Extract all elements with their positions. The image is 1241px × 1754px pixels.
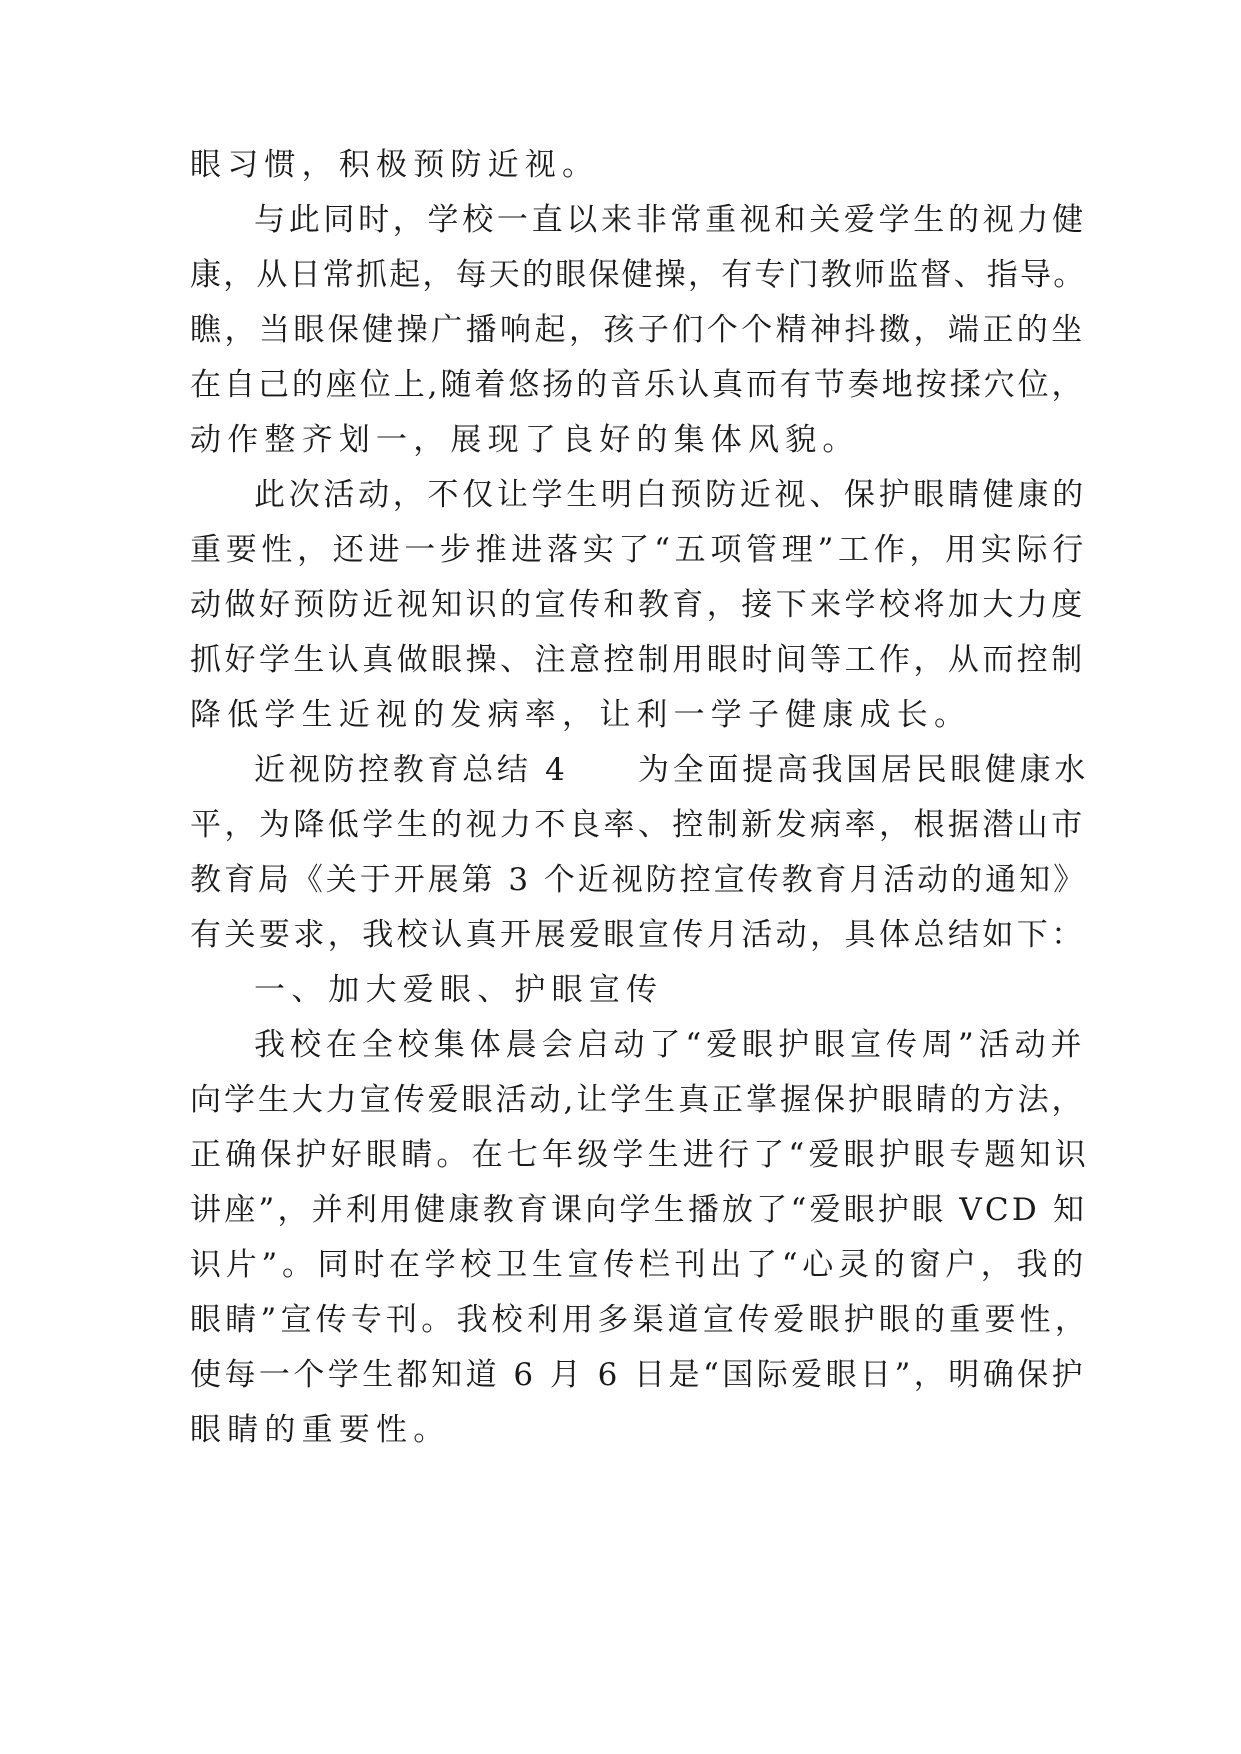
text-line: 近视防控教育总结 4 为全面提高我国居民眼健康水	[254, 752, 1090, 788]
text-line: 重要性，还进一步推进落实了“五项管理”工作，用实际行	[190, 532, 1088, 568]
text-line: 使每一个学生都知道 6 月 6 日是“国际爱眼日”，明确保护	[190, 1357, 1087, 1393]
text-line: 在自己的座位上,随着悠扬的音乐认真而有节奏地按揉穴位，	[190, 367, 1086, 403]
text-line: 眼睛”宣传专刊。我校利用多渠道宣传爱眼护眼的重要性，	[190, 1302, 1091, 1338]
text-line: 正确保护好眼睛。在七年级学生进行了“爱眼护眼专题知识	[190, 1137, 1091, 1173]
text-line: 康，从日常抓起，每天的眼保健操，有专门教师监督、指导。	[190, 257, 1087, 293]
text-line: 讲座”，并利用健康教育课向学生播放了“爱眼护眼 VCD 知	[190, 1192, 1088, 1228]
text-line: 瞧，当眼保健操广播响起，孩子们个个精神抖擞，端正的坐	[190, 312, 1086, 348]
text-line: 平，为降低学生的视力不良率、控制新发病率，根据潜山市	[190, 807, 1086, 843]
text-line: 动作整齐划一，展现了良好的集体风貌。	[190, 422, 860, 458]
text-line: 降低学生近视的发病率，让利一学子健康成长。	[190, 697, 972, 733]
text-line: 与此同时，学校一直以来非常重视和关爱学生的视力健	[254, 202, 1087, 238]
text-line: 动做好预防近视知识的宣传和教育，接下来学校将加大力度	[190, 587, 1086, 623]
text-line: 一、加大爱眼、护眼宣传	[254, 972, 664, 1008]
text-line: 眼睛的重要性。	[190, 1412, 451, 1448]
text-line: 识片”。同时在学校卫生宣传栏刊出了“心灵的窗户，我的	[190, 1247, 1088, 1283]
text-line: 抓好学生认真做眼操、注意控制用眼时间等工作，从而控制	[190, 642, 1086, 678]
text-line: 向学生大力宣传爱眼活动,让学生真正掌握保护眼睛的方法，	[190, 1082, 1086, 1118]
text-line: 有关要求，我校认真开展爱眼宣传月活动，具体总结如下：	[190, 917, 1086, 953]
text-line: 我校在全校集体晨会启动了“爱眼护眼宣传周”活动并	[254, 1027, 1087, 1063]
text-line: 教育局《关于开展第 3 个近视防控宣传教育月活动的通知》	[190, 862, 1088, 898]
text-line: 眼习惯，积极预防近视。	[190, 147, 600, 183]
text-line: 此次活动，不仅让学生明白预防近视、保护眼睛健康的	[254, 477, 1087, 513]
